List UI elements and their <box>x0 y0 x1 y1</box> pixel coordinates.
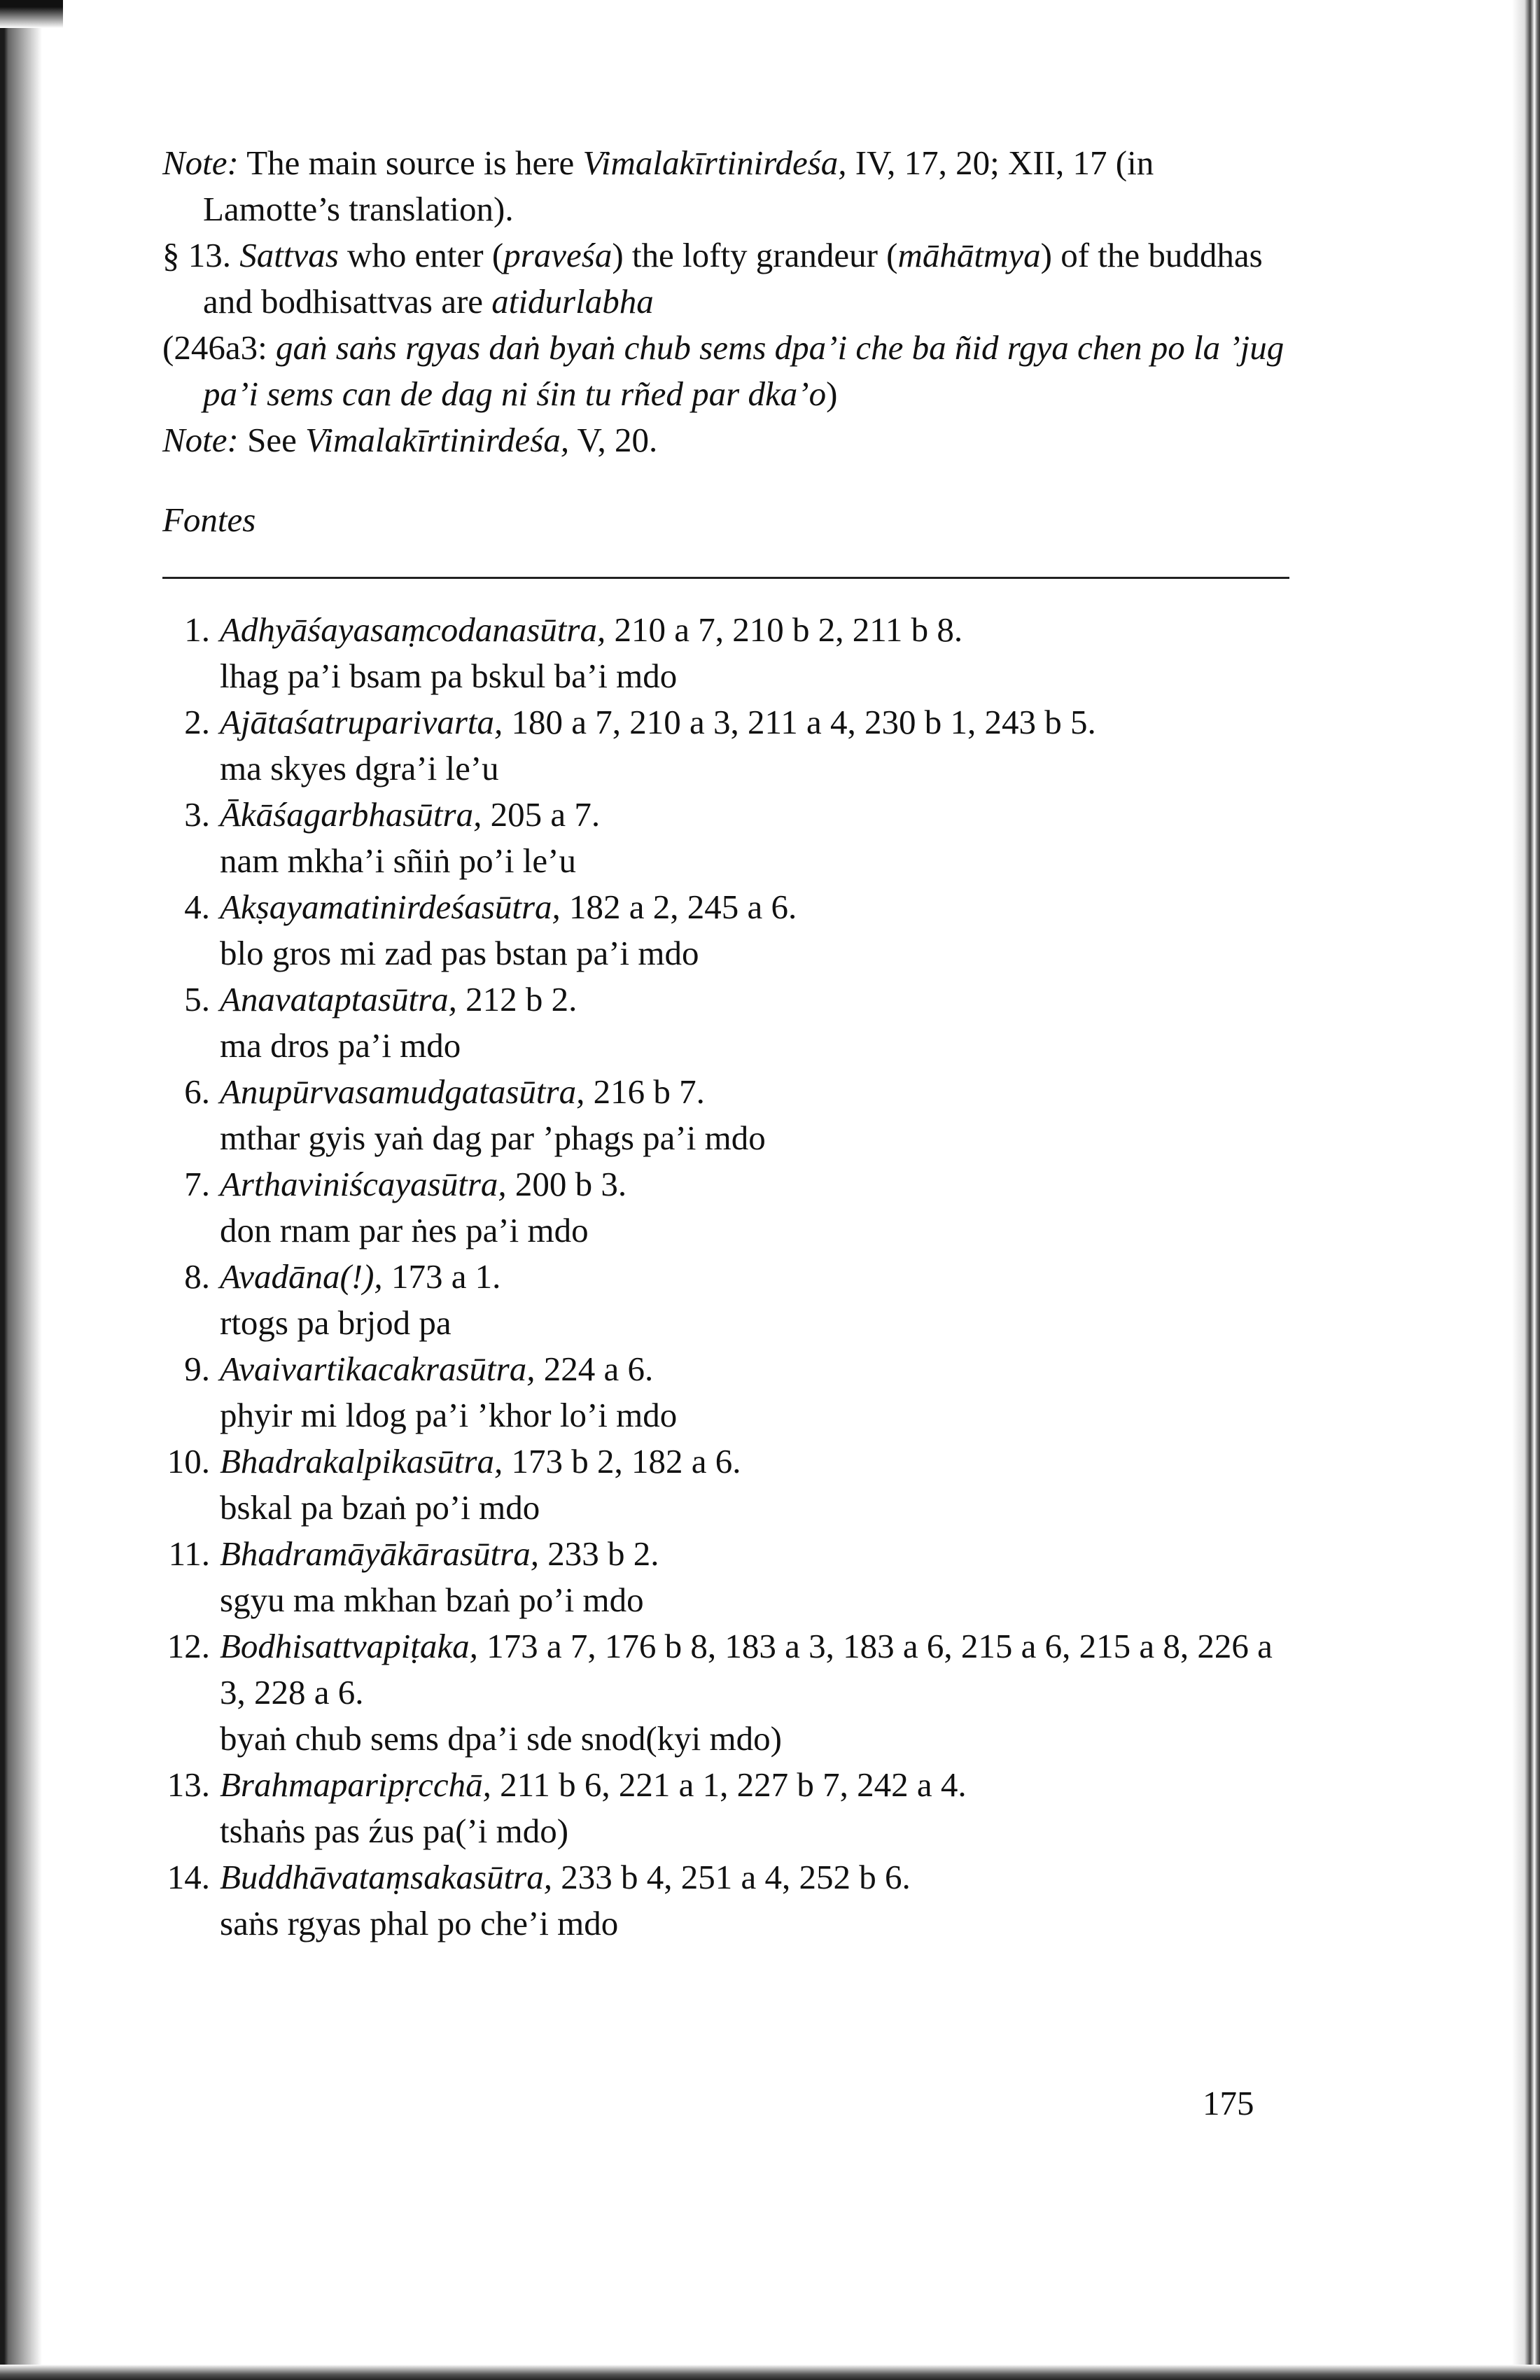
entry-number: 12. <box>167 1627 210 1665</box>
list-item <box>162 607 1296 699</box>
entry-title: Avaivartikacakrasūtra, <box>220 1350 536 1388</box>
tibetan-reference: (246a3: gaṅ saṅs rgyas daṅ byaṅ chub sems dpa’i che ba ñid rgya chen po la ’jug pa’i sems can de dag ni śin tu rñed par dka’o) <box>162 328 1284 413</box>
entry-title-line <box>220 1531 1296 1577</box>
entry-title: Ajātaśatruparivarta, <box>220 703 503 741</box>
entry-number: 2. <box>184 703 210 741</box>
scan-right-edge <box>1512 0 1540 2380</box>
entry-title: Bhadramāyākārasūtra, <box>220 1534 539 1573</box>
entry-title-line <box>220 607 1296 653</box>
entry-title-line <box>220 976 1296 1023</box>
entry-title-line <box>220 1854 1296 1900</box>
section-13: § 13. Sattvas who enter (praveśa) the lofty grandeur (māhātmya) of the buddhas and bodhisattvas are atidurlabha <box>162 236 1263 321</box>
entry-title: Ākāśagarbhasūtra, <box>220 795 482 834</box>
entry-refs: 173 a 1. <box>382 1257 501 1296</box>
entry-refs: 224 a 6. <box>535 1350 654 1388</box>
entry-refs: 182 a 2, 245 a 6. <box>560 888 797 926</box>
list-item <box>162 1531 1296 1623</box>
entry-title-line <box>220 884 1296 930</box>
entry-tibetan: ma dros pa’i mdo <box>220 1026 461 1065</box>
list-item <box>162 792 1296 884</box>
entry-refs: 210 a 7, 210 b 2, 211 b 8. <box>606 610 963 649</box>
entry-tibetan: tshaṅs pas źus pa(’i mdo) <box>220 1812 569 1850</box>
entry-title: Brahmaparipṛcchā, <box>220 1765 491 1804</box>
sources-list <box>162 607 1296 1947</box>
entry-title-line <box>220 1069 1296 1115</box>
list-item <box>162 1254 1296 1346</box>
entry-refs: 200 b 3. <box>506 1165 627 1203</box>
note-main-source: Note: The main source is here Vimalakīrtinirdeśa, IV, 17, 20; XII, 17 (in Lamotte’s translation). <box>162 144 1154 228</box>
list-item <box>162 1161 1296 1254</box>
list-item <box>162 1438 1296 1531</box>
entry-tibetan: lhag pa’i bsam pa bskul ba’i mdo <box>220 657 678 695</box>
note-label: Note: <box>162 144 239 182</box>
entry-title-line <box>220 1623 1296 1716</box>
entry-tibetan: don rnam par ṅes pa’i mdo <box>220 1211 589 1250</box>
entry-tibetan: bskal pa bzaṅ po’i mdo <box>220 1488 540 1527</box>
entry-title: Anavataptasūtra, <box>220 980 457 1018</box>
entry-title: Buddhāvataṃsakasūtra, <box>220 1858 552 1896</box>
entry-number: 14. <box>167 1858 210 1896</box>
entry-tibetan: nam mkha’i sñiṅ po’i le’u <box>220 841 576 880</box>
entry-number: 4. <box>184 888 210 926</box>
entry-number: 11. <box>168 1534 210 1573</box>
note-see: Note: See Vimalakīrtinirdeśa, V, 20. <box>162 421 658 459</box>
section-divider <box>162 577 1289 579</box>
entry-title: Bhadrakalpikasūtra, <box>220 1442 503 1480</box>
list-item <box>162 976 1296 1069</box>
entry-title: Anupūrvasamudgatasūtra, <box>220 1072 585 1111</box>
entry-number: 1. <box>184 610 210 649</box>
note-label: Note: <box>162 421 239 459</box>
entry-title: Arthaviniścayasūtra, <box>220 1165 507 1203</box>
entry-tibetan: sgyu ma mkhan bzaṅ po’i mdo <box>220 1581 644 1619</box>
list-item <box>162 1854 1296 1947</box>
page-number: 175 <box>1203 2084 1254 2122</box>
entry-number: 8. <box>184 1257 210 1296</box>
entry-title: Avadāna(!), <box>220 1257 383 1296</box>
scan-top-corner <box>0 0 63 28</box>
entry-number: 9. <box>184 1350 210 1388</box>
list-item <box>162 1069 1296 1161</box>
entry-tibetan: blo gros mi zad pas bstan pa’i mdo <box>220 934 699 972</box>
section-mark: § 13. <box>162 236 231 274</box>
list-item <box>162 699 1296 792</box>
entry-title-line <box>220 1438 1296 1485</box>
entry-title-line <box>220 1346 1296 1392</box>
entry-tibetan: ma skyes dgra’i le’u <box>220 749 499 788</box>
list-item <box>162 884 1296 976</box>
entry-title-line <box>220 699 1296 746</box>
entry-title-line <box>220 1254 1296 1300</box>
scan-left-edge <box>0 0 42 2380</box>
entry-tibetan: saṅs rgyas phal po che’i mdo <box>220 1904 619 1942</box>
fontes-heading: Fontes <box>162 500 256 539</box>
entry-title: Bodhisattvapiṭaka, <box>220 1627 478 1665</box>
entry-refs: 233 b 2. <box>538 1534 659 1573</box>
entry-refs: 211 b 6, 221 a 1, 227 b 7, 242 a 4. <box>491 1765 967 1804</box>
entry-refs: 180 a 7, 210 a 3, 211 a 4, 230 b 1, 243 b 5. <box>503 703 1096 741</box>
list-item <box>162 1762 1296 1854</box>
entry-tibetan: mthar gyis yaṅ dag par ’phags pa’i mdo <box>220 1119 766 1157</box>
entry-number: 10. <box>167 1442 210 1480</box>
entry-title-line <box>220 1161 1296 1208</box>
scan-bottom-edge <box>0 2365 1540 2380</box>
list-item <box>162 1346 1296 1438</box>
entry-refs: 173 a 7, 176 b 8, 183 a 3, 183 a 6, 215 a 6, 215 a 8, 226 a 3, 228 a 6. <box>220 1627 1273 1712</box>
entry-title-line <box>220 1762 1296 1808</box>
entry-refs: 205 a 7. <box>482 795 601 834</box>
entry-title: Akṣayamatinirdeśasūtra, <box>220 888 561 926</box>
entry-refs: 212 b 2. <box>456 980 578 1018</box>
entry-number: 5. <box>184 980 210 1018</box>
entry-number: 7. <box>184 1165 210 1203</box>
entry-refs: 233 b 4, 251 a 4, 252 b 6. <box>552 1858 911 1896</box>
entry-title: Adhyāśayasaṃcodanasūtra, <box>220 610 606 649</box>
entry-tibetan: phyir mi ldog pa’i ’khor lo’i mdo <box>220 1396 678 1434</box>
entry-tibetan: rtogs pa brjod pa <box>220 1303 451 1342</box>
entry-number: 6. <box>184 1072 210 1111</box>
page-body <box>162 140 1296 1947</box>
entry-refs: 216 b 7. <box>584 1072 705 1111</box>
entry-number: 3. <box>184 795 210 834</box>
entry-tibetan: byaṅ chub sems dpa’i sde snod(kyi mdo) <box>220 1719 782 1758</box>
entry-refs: 173 b 2, 182 a 6. <box>503 1442 741 1480</box>
entry-title-line <box>220 792 1296 838</box>
list-item <box>162 1623 1296 1762</box>
entry-number: 13. <box>167 1765 210 1804</box>
